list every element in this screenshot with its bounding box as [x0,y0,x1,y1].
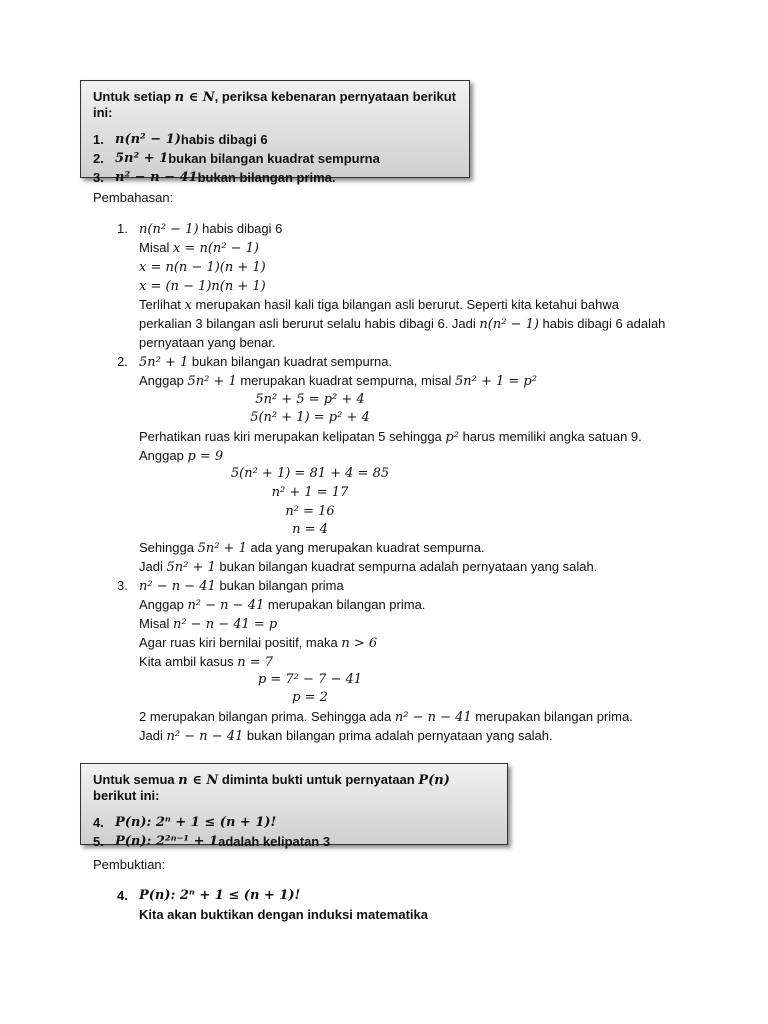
problem-item-3: 3. n² − n − 41 bukan bilangan prima. [93,170,336,185]
problem-item-2: 2. 5n² + 1 bukan bilangan kuadrat sempurna [93,151,380,166]
problem-item-5: 5. P(n): 2²ⁿ⁻¹ + 1 adalah kelipatan 3 [93,834,331,849]
section-1-line-6: perkalian 3 bilangan asli berurut selalu habis dibagi 6. Jadi n(n² − 1) habis dibagi 6 adalah [139,316,666,332]
section-3-line-7: Jadi n² − n − 41 bukan bilangan prima adalah pernyataan yang salah. [139,728,553,744]
section-2-line-2: Anggap 5n² + 1 merupakan kuadrat sempurna, misal 5n² + 1 = p² [139,373,537,389]
section-2-equation-4: n² + 1 = 17 [271,485,349,500]
problem-item-1: 1. n(n² − 1) habis dibagi 6 [93,132,268,147]
section-4-number: 4. [117,888,128,903]
section-2-line-4: Anggap p = 9 [139,448,224,464]
section-3-line-3: Misal n² − n − 41 = p [139,616,278,632]
problem-box-1-title: Untuk setiap n ∈ N, periksa kebenaran pernyataan berikut ini: [93,89,456,120]
section-2-line-5: Sehingga 5n² + 1 ada yang merupakan kuadrat sempurna. [139,540,485,556]
section-3-equation-1: p = 7² − 7 − 41 [257,672,363,687]
section-3-line-6: 2 merupakan bilangan prima. Sehingga ada n² − n − 41 merupakan bilangan prima. [139,709,633,725]
problem-box-2-title: Untuk semua n ∈ N diminta bukti untuk pernyataan P(n) berikut ini: [93,772,450,803]
section-4-line-2: Kita akan buktikan dengan induksi matematika [139,907,428,922]
section-2-line-3: Perhatikan ruas kiri merupakan kelipatan 5 sehingga p² harus memiliki angka satuan 9. [139,429,642,445]
section-2-equation-6: n = 4 [292,522,328,537]
section-3-number: 3. [117,578,128,593]
section-2-equation-2: 5(n² + 1) = p² + 4 [250,410,370,425]
pembahasan-heading: Pembahasan: [93,190,174,205]
section-3-line-2: Anggap n² − n − 41 merupakan bilangan prima. [139,597,426,613]
pembuktian-heading: Pembuktian: [93,857,166,872]
problem-box-2 [80,763,508,849]
section-3-equation-2: p = 2 [292,690,328,705]
section-1-line-3: x = n(n − 1)(n + 1) [139,260,266,275]
section-2-equation-1: 5n² + 5 = p² + 4 [255,392,365,407]
section-3-line-5: Kita ambil kasus n = 7 [139,654,274,670]
section-1-line-1: n(n² − 1) habis dibagi 6 [139,221,283,237]
section-3-line-1: n² − n − 41 bukan bilangan prima [139,578,344,594]
section-1-line-7: pernyataan yang benar. [139,335,276,350]
section-1-line-2: Misal x = n(n² − 1) [139,240,259,256]
section-1-number: 1. [117,221,128,236]
section-1-line-5: Terlihat x merupakan hasil kali tiga bilangan asli berurut. Seperti kita ketahui bahwa [139,297,619,313]
problem-item-4: 4. P(n): 2ⁿ + 1 ≤ (n + 1)! [93,815,277,830]
section-1-line-4: x = (n − 1)n(n + 1) [139,279,266,294]
section-2-equation-5: n² = 16 [285,504,335,519]
section-4-line-1: P(n): 2ⁿ + 1 ≤ (n + 1)! [139,888,301,903]
section-2-line-6: Jadi 5n² + 1 bukan bilangan kuadrat sempurna adalah pernyataan yang salah. [139,559,598,575]
section-2-line-1: 5n² + 1 bukan bilangan kuadrat sempurna. [139,354,393,370]
problem-box-1 [80,80,470,185]
section-2-equation-3: 5(n² + 1) = 81 + 4 = 85 [230,466,390,481]
section-2-number: 2. [117,354,128,369]
section-3-line-4: Agar ruas kiri bernilai positif, maka n > 6 [139,635,378,651]
